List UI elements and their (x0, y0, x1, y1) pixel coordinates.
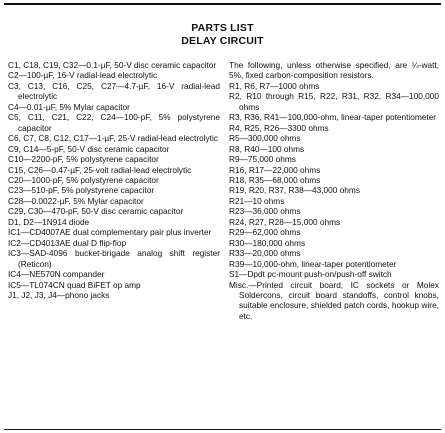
parts-entry: IC1—CD4007AE dual complementary pair plus inverter (8, 227, 212, 238)
parts-entry: IC3—SAD-4096 bucket-brigade analog shift register (Reticon) (8, 248, 220, 269)
parts-entry: R1, R6, R7—1000 ohms (229, 80, 320, 91)
parts-entry: C2—100-µF, 16-V radial-lead electrolytic (8, 70, 158, 81)
left-column (8, 60, 220, 300)
bottom-rule (4, 429, 441, 430)
parts-entry: S1—Dpdt pc-mount push-on/push-off switch (229, 269, 392, 280)
parts-entry: R16, R17—22,000 ohms (229, 164, 321, 175)
parts-entry: R18, R35—68,000 ohms (229, 174, 321, 185)
top-rule (4, 3, 441, 5)
parts-entry: C4—0.01-µF, 5% Mylar capacitor (8, 101, 130, 112)
parts-entry: J1, J2, J3, J4—phono jacks (8, 289, 110, 300)
parts-entry: R29—62,000 ohms (229, 227, 301, 238)
parts-entry: R39—10,000-ohm, linear-taper potentiometer (229, 258, 397, 269)
parts-entry: C9, C14—5-pF, 50-V disc ceramic capacitor (8, 143, 170, 154)
parts-entry: C28—0.0022-µF, 5% Mylar capacitor (8, 195, 144, 206)
parts-entry: R30—180,000 ohms (229, 237, 306, 248)
title-line-1: PARTS LIST (191, 22, 254, 34)
parts-entry: C10—2200-pF, 5% polystyrene capacitor (8, 154, 159, 165)
right-column (229, 60, 439, 321)
parts-entry: C1, C18, C19, C32—0.1-µF, 50-V disc ceramic capacitor (8, 60, 217, 70)
resistor-note: The following, unless otherwise specified, are ¼-watt, 5%, fixed carbon-composition resistors. (229, 60, 439, 81)
parts-entry: R19, R20, R37, R38—43,000 ohms (229, 185, 360, 196)
parts-entry: R33—20,000 ohms (229, 248, 301, 259)
parts-entry: Misc.—Printed circuit board, IC sockets or Molex Soldercons, circuit board standoffs, control knobs, suitable enclosure, shielded patch cords, hookup wire, etc. (229, 279, 439, 321)
parts-entry: R9—75,000 ohms (229, 154, 296, 165)
parts-entry: R5—300,000 ohms (229, 133, 301, 144)
parts-entry: IC4—NE570N compander (8, 269, 105, 280)
parts-entry: R4, R25, R26—3300 ohms (229, 122, 329, 133)
parts-entry: R23—36,000 ohms (229, 206, 301, 217)
parts-entry: R8, R40—100 ohms (229, 143, 305, 154)
page-title (0, 22, 445, 48)
parts-entry: R2, R10 through R15, R22, R31, R32, R34—100,000 ohms (229, 91, 439, 112)
parts-entry: IC2—CD4013AE dual D flip-flop (8, 237, 127, 248)
parts-entry: D1, D2—1N914 diode (8, 216, 90, 227)
parts-entry: R24, R27, R28—15,000 ohms (229, 216, 341, 227)
parts-entry: C15, C26—0.47-µF, 25-volt radial-lead electrolytic (8, 164, 192, 175)
parts-entry: C29, C30—470-pF, 50-V disc ceramic capacitor (8, 206, 184, 217)
parts-entry: R21—10 ohms (229, 195, 285, 206)
parts-entry: C23—510-pF, 5% polystyrene capacitor (8, 185, 155, 196)
title-line-2: DELAY CIRCUIT (181, 35, 264, 47)
parts-entry: C3, C13, C16, C25, C27—4.7-µF, 16-V radial-lead electrolytic (8, 80, 220, 102)
parts-entry: R3, R36, R41—100,000-ohm, linear-taper potentiometer (229, 112, 437, 123)
parts-entry: C5, C11, C21, C22, C24—100-pF, 5% polystyrene capacitor (8, 112, 220, 133)
parts-entry: IC5—TL074CN quad BiFET op amp (8, 279, 141, 290)
parts-entry: C20—1000-pF, 5% polystyrene capacitor (8, 174, 159, 185)
parts-entry: C6, C7, C8, C12, C17—1-µF, 25-V radial-lead electrolytic (8, 133, 218, 144)
